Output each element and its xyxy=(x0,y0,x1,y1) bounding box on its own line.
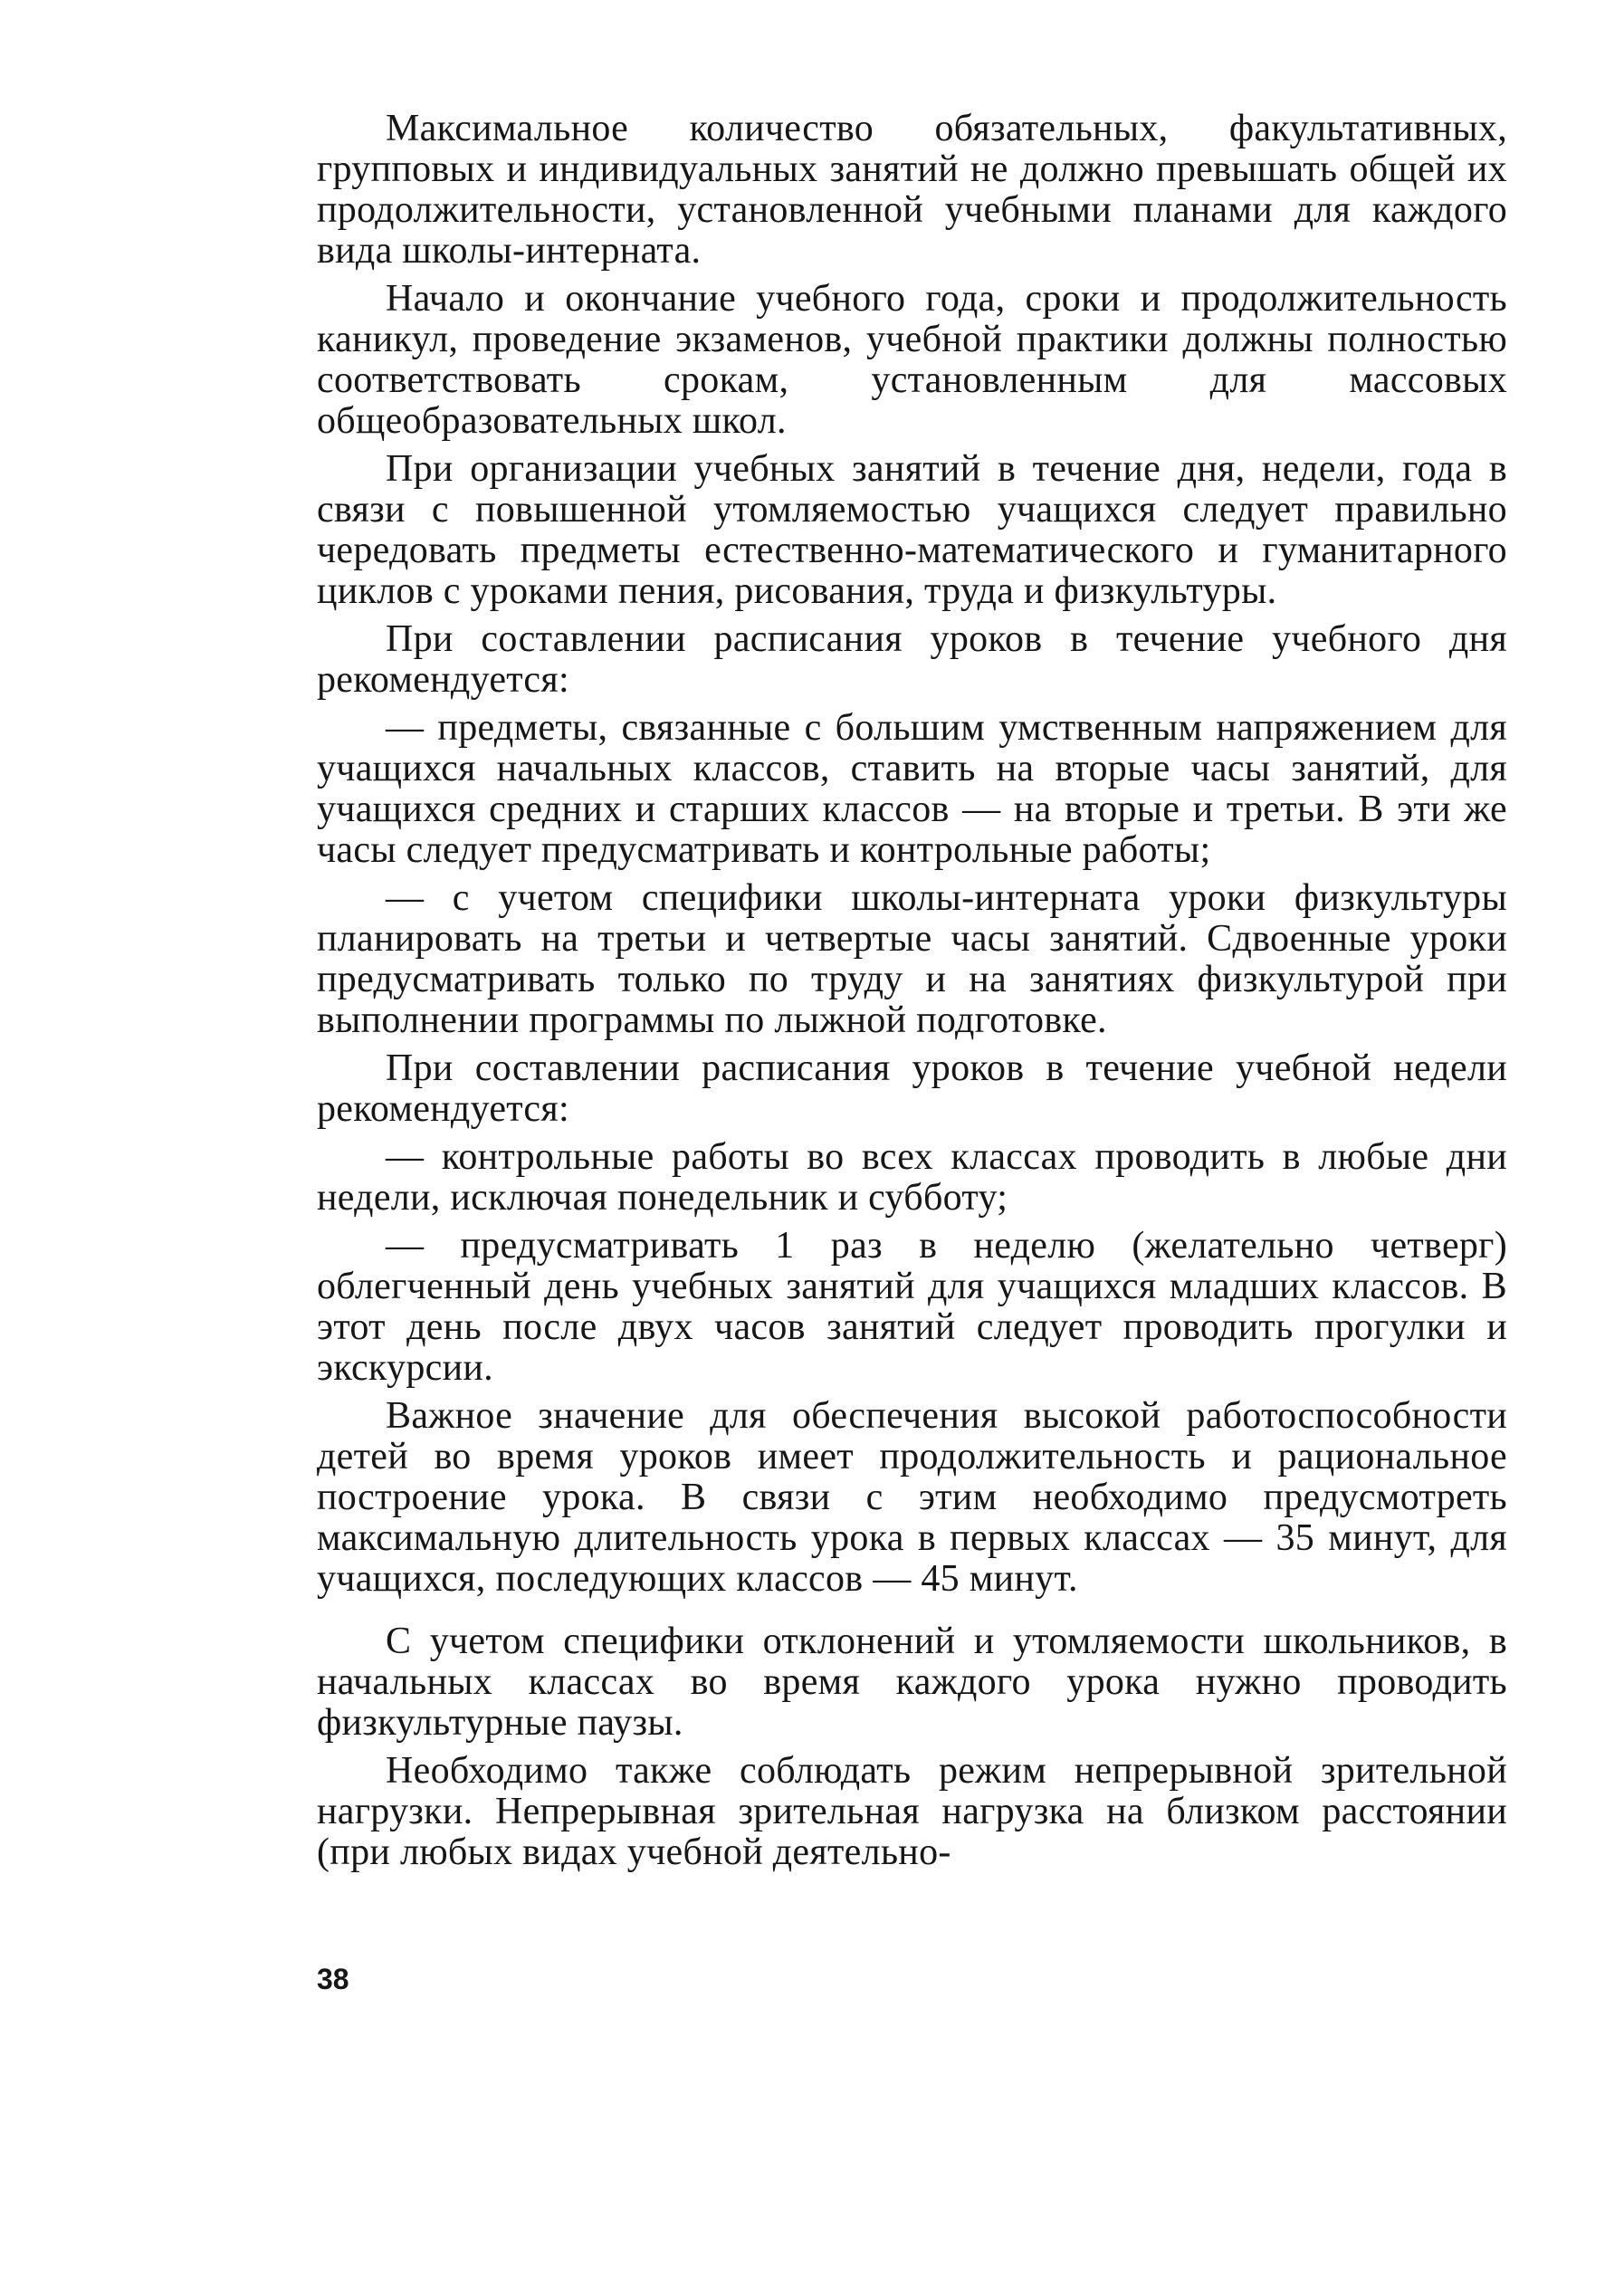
paragraph: Важное значение для обеспечения высокой работоспособности детей во время уроков имеет продолжительность и рациональное построение урока. В связи с этим необходимо предусмотреть максимальную длительность урока в первых классах — 35 минут, для учащихся, последующих классов — 45 минут. xyxy=(317,1395,1507,1600)
list-item: — предусматривать 1 раз в неделю (желательно четверг) облегченный день учебных занятий для учащихся младших классов. В этот день после двух часов занятий следует проводить прогулки и экскурсии. xyxy=(317,1225,1507,1389)
paragraph: Необходимо также соблюдать режим непрерывной зрительной нагрузки. Непрерывная зрительная нагрузка на близком расстоянии (при любых видах учебной деятельно- xyxy=(317,1750,1507,1873)
list-item: — с учетом специфики школы-интерната уроки физкультуры планировать на третьи и четвертые часы занятий. Сдвоенные уроки предусматривать только по труду и на занятиях физкультурой при выполнении программы по лыжной подготовке. xyxy=(317,877,1507,1041)
paragraph: При организации учебных занятий в течение дня, недели, года в связи с повышенной утомляемостью учащихся следует правильно чередовать предметы естественно-математического и гуманитарного циклов с уроками пения, рисования, труда и физкультуры. xyxy=(317,448,1507,612)
page-number: 38 xyxy=(317,1963,349,1995)
list-item: — контрольные работы во всех классах проводить в любые дни недели, исключая понедельник и субботу; xyxy=(317,1136,1507,1219)
paragraph: Начало и окончание учебного года, сроки и продолжительность каникул, проведение экзаменов, учебной практики должны полностью соответствовать срокам, установленным для массовых общеобразовательных школ. xyxy=(317,278,1507,442)
paragraph: При составлении расписания уроков в течение учебной недели рекомендуется: xyxy=(317,1047,1507,1130)
page-text xyxy=(317,109,1507,1880)
paragraph: Максимальное количество обязательных, факультативных, групповых и индивидуальных занятий не должно превышать общей их продолжительности, установленной учебными планами для каждого вида школы-интерната. xyxy=(317,108,1507,272)
paragraph: При составлении расписания уроков в течение учебного дня рекомендуется: xyxy=(317,618,1507,701)
list-item: — предметы, связанные с большим умственным напряжением для учащихся начальных классов, ставить на вторые часы занятий, для учащихся средних и старших классов — на вторые и третьи. В эти же часы следует предусматривать и контрольные работы; xyxy=(317,707,1507,871)
paragraph: С учетом специфики отклонений и утомляемости школьников, в начальных классах во время каждого урока нужно проводить физкультурные паузы. xyxy=(317,1621,1507,1744)
